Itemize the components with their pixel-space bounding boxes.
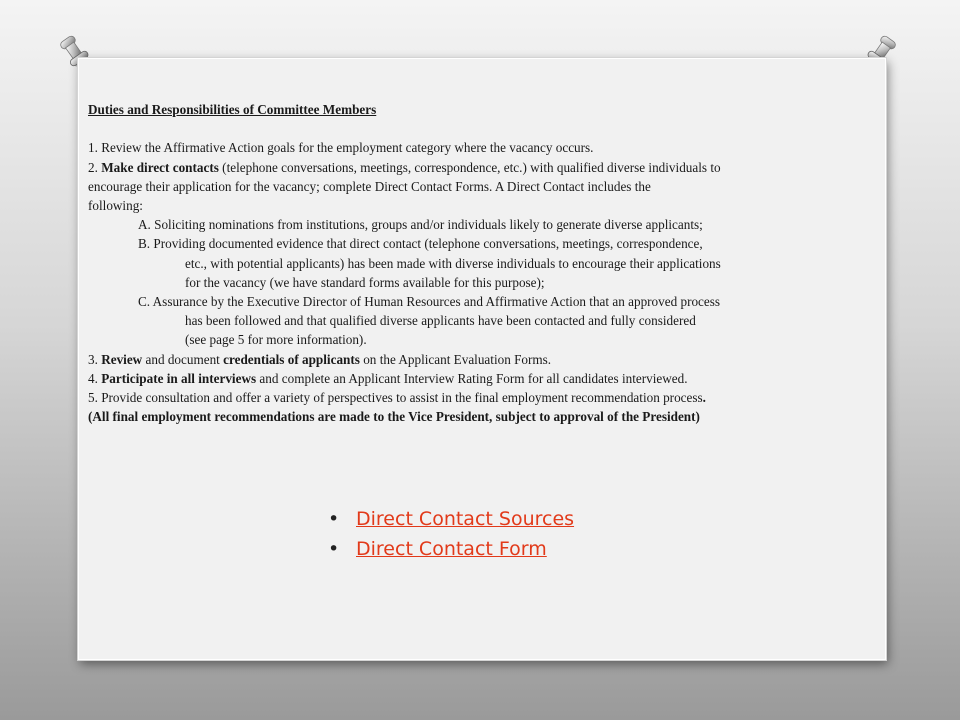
- sub-item-a: A. Soliciting nominations from institutions, groups and/or individuals likely to generate diverse applicants;: [138, 217, 703, 233]
- item-3-bold-1: Review: [101, 351, 143, 367]
- item-4-number: 4.: [88, 370, 102, 386]
- item-2-bold: Make direct contacts: [101, 159, 219, 175]
- duty-item-1: 1. Review the Affirmative Action goals for the employment category where the vacancy occurs.: [88, 140, 594, 156]
- item-5-period: .: [702, 390, 706, 406]
- sub-item-b-line-3: for the vacancy (we have standard forms available for this purpose);: [185, 274, 545, 290]
- item-5-text: 5. Provide consultation and offer a variety of perspectives to assist in the final employment recommendation process: [88, 390, 703, 406]
- sub-item-b-line-2: etc., with potential applicants) has been made with diverse individuals to encourage their applications: [185, 255, 721, 271]
- item-3-mid: and document: [142, 351, 224, 367]
- direct-contact-sources-link[interactable]: Direct Contact Sources: [356, 508, 575, 530]
- item-3-number: 3.: [88, 351, 102, 367]
- bullet-icon: •: [328, 508, 340, 530]
- final-note: [88, 407, 878, 426]
- duties-text-block: [88, 100, 878, 426]
- item-3-bold-2: credentials of applicants: [223, 351, 360, 367]
- duty-item-2-line-3: following:: [88, 198, 143, 213]
- link-list: [328, 504, 574, 564]
- spacer: [88, 119, 878, 138]
- sub-item-c-line-2: has been followed and that qualified diverse applicants have been contacted and fully considered: [185, 313, 696, 329]
- sub-item-c: C. Assurance by the Executive Director of Human Resources and Affirmative Action that an approved process: [138, 294, 721, 310]
- duty-item-3: [88, 350, 878, 369]
- duty-item-2: [88, 158, 878, 177]
- duty-item-5: [88, 388, 878, 407]
- section-heading: Duties and Responsibilities of Committee Members: [88, 102, 377, 117]
- final-note-text: (All final employment recommendations are made to the Vice President, subject to approval of the President): [88, 409, 700, 425]
- item-3-rest: on the Applicant Evaluation Forms.: [359, 351, 552, 367]
- sub-item-c-line-3: (see page 5 for more information).: [185, 332, 367, 348]
- item-2-number: 2.: [88, 159, 102, 175]
- item-4-bold: Participate in all interviews: [101, 370, 257, 386]
- sub-item-b: B. Providing documented evidence that direct contact (telephone conversations, meetings, correspondence,: [138, 236, 703, 252]
- link-item-sources: [328, 504, 574, 534]
- bullet-icon: •: [328, 538, 340, 560]
- link-item-form: [328, 534, 574, 564]
- duty-item-2-line-2: encourage their application for the vacancy; complete Direct Contact Forms. A Direct Contact includes the: [88, 178, 651, 194]
- duty-item-4: [88, 369, 878, 388]
- item-2-rest: (telephone conversations, meetings, correspondence, etc.) with qualified diverse individuals to: [218, 159, 721, 175]
- item-4-rest: and complete an Applicant Interview Rating Form for all candidates interviewed.: [256, 370, 688, 386]
- direct-contact-form-link[interactable]: Direct Contact Form: [356, 538, 547, 560]
